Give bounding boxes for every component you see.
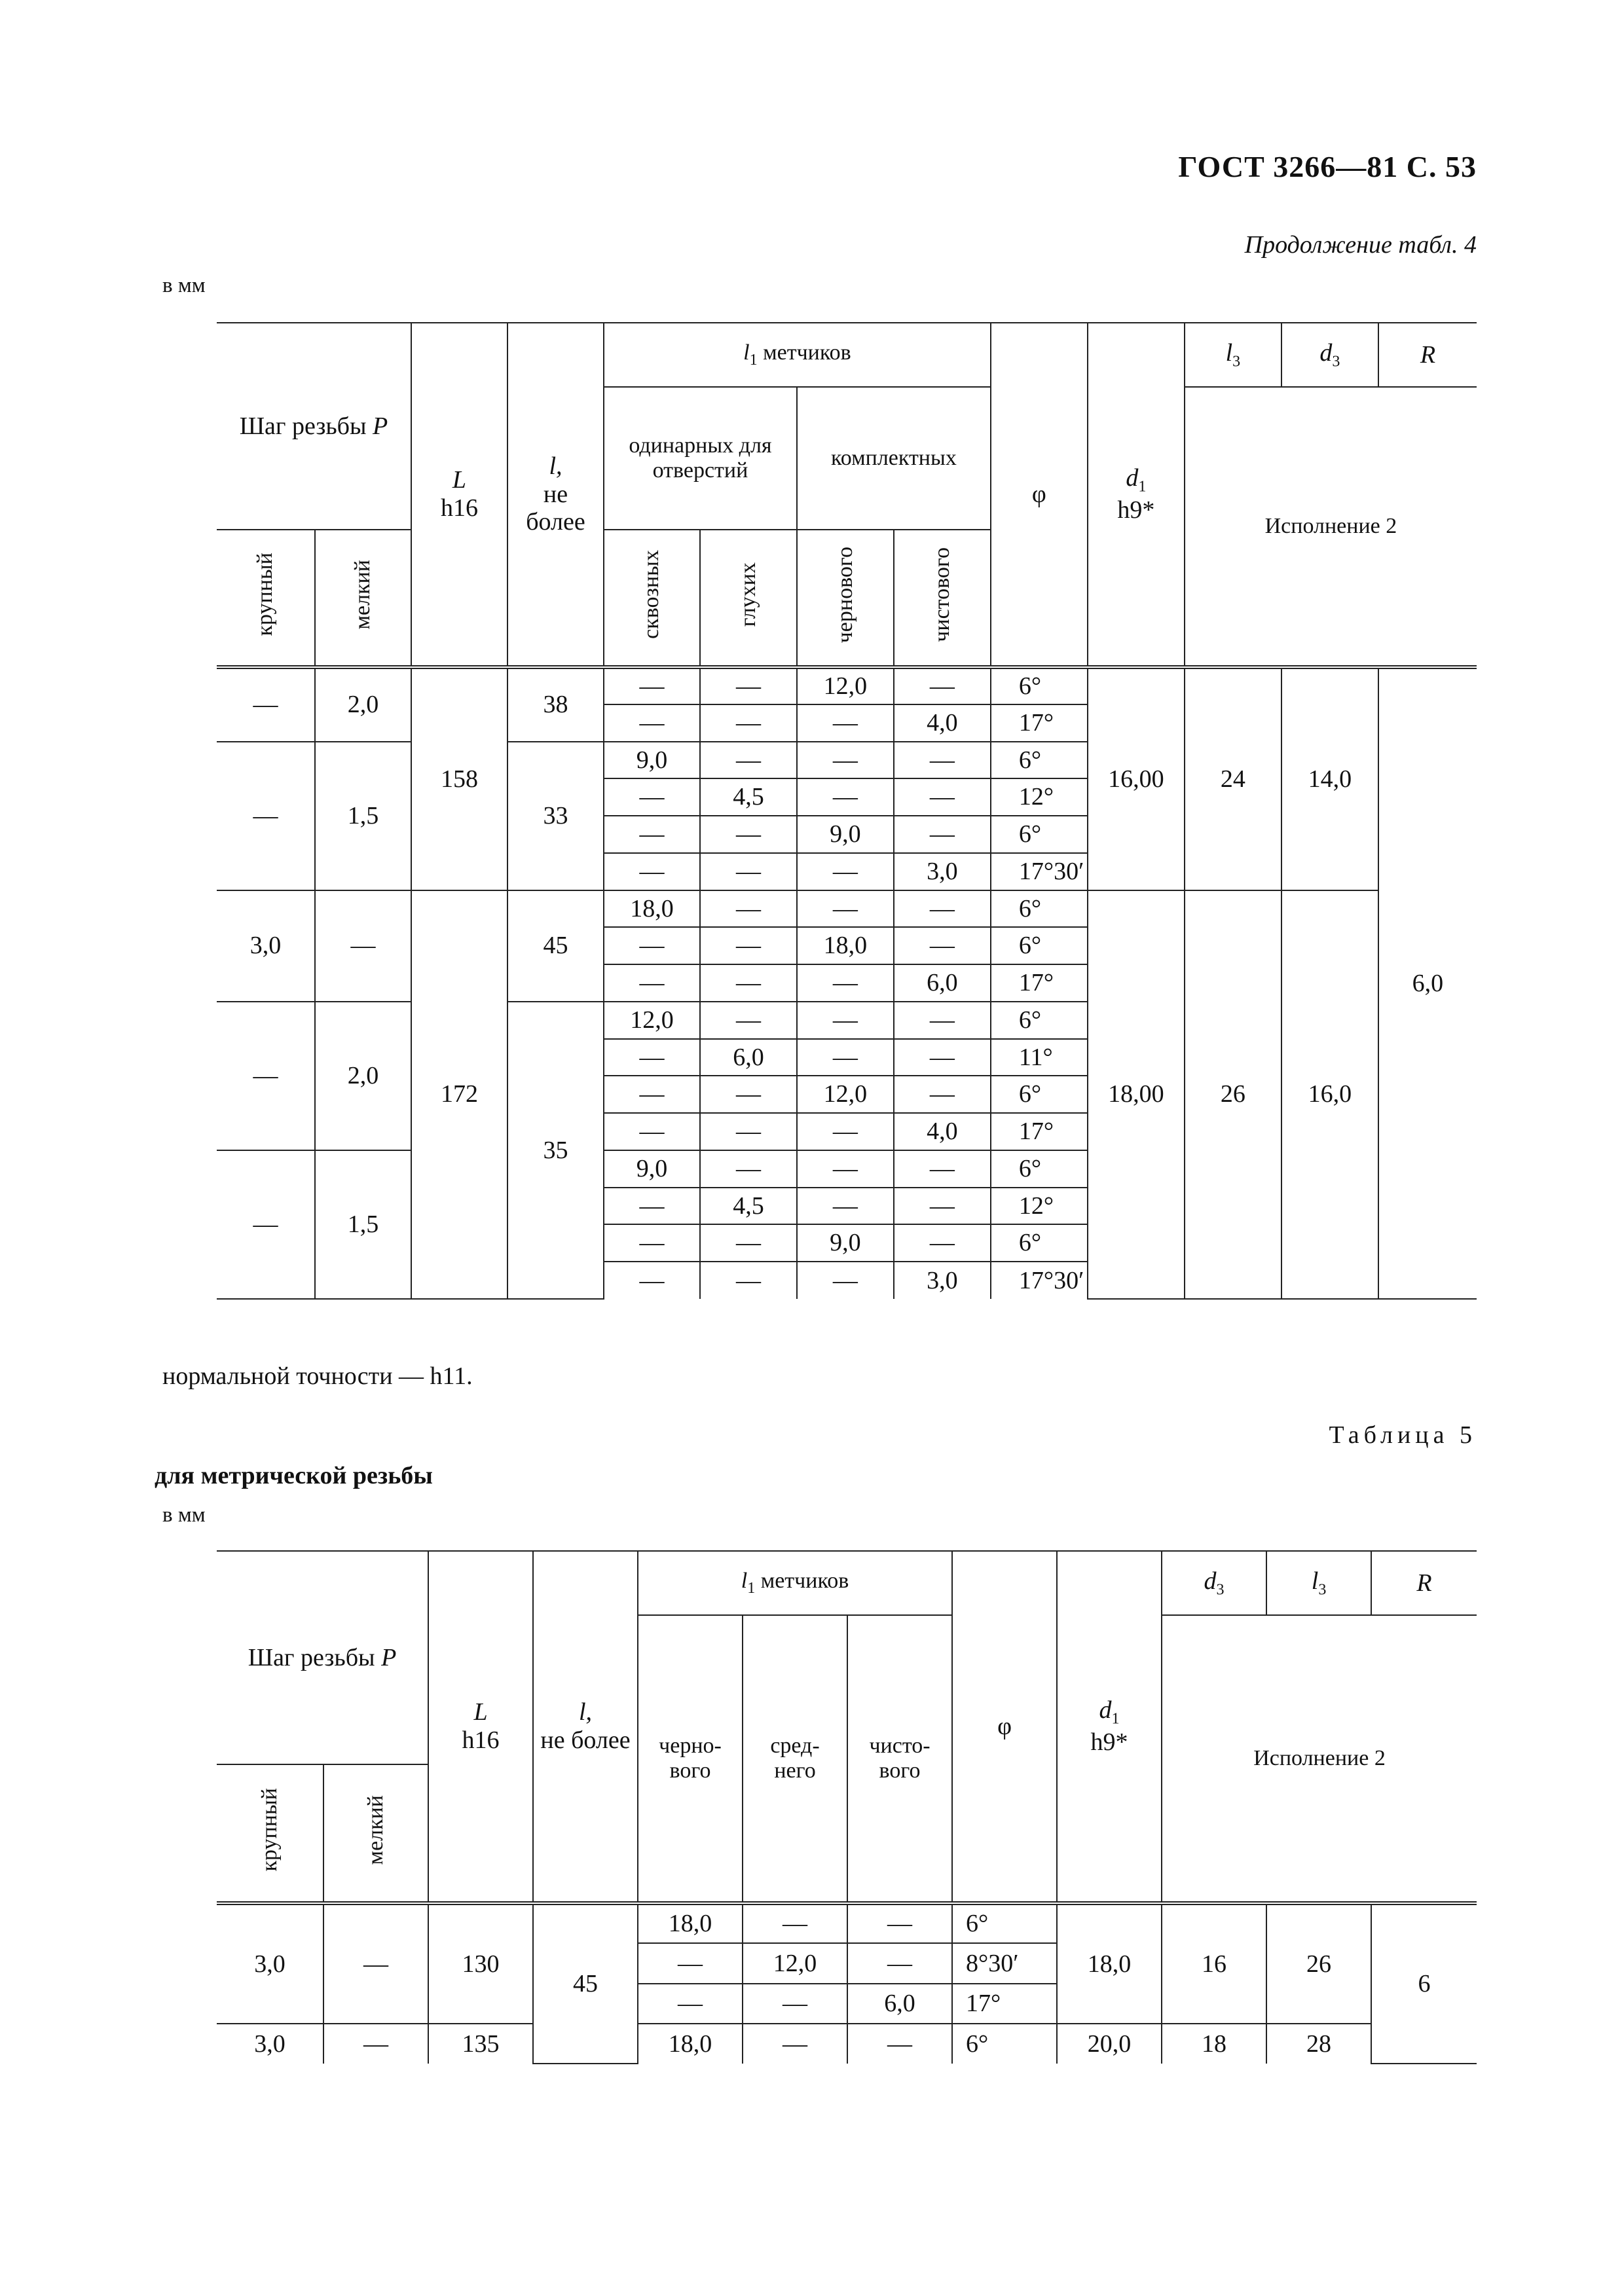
- d3-cell: 14,0: [1281, 667, 1378, 890]
- table-cell: —: [894, 1150, 991, 1188]
- table-cell: —: [604, 964, 700, 1002]
- table-cell: 12,0: [743, 1943, 847, 1983]
- table-5: [217, 1550, 1477, 2064]
- medium-header: сред-него: [743, 1615, 847, 1903]
- coarse-cell: —: [217, 1150, 315, 1299]
- table-cell: —: [797, 853, 894, 890]
- angle-cell: 6°: [991, 742, 1088, 779]
- l3-cell: 26: [1185, 890, 1281, 1300]
- table-cell: —: [797, 1262, 894, 1299]
- angle-cell: 17°: [991, 964, 1088, 1002]
- table-cell: —: [700, 927, 797, 964]
- l-cell: 33: [507, 742, 604, 890]
- coarse-header: крупный: [217, 530, 315, 667]
- table-cell: —: [604, 778, 700, 816]
- angle-cell: 17°30′: [991, 1262, 1088, 1299]
- fine-cell: —: [323, 2024, 428, 2064]
- d3-header: $d_3$: [1162, 1551, 1266, 1615]
- table-cell: —: [700, 853, 797, 890]
- table-cell: —: [604, 1188, 700, 1225]
- phi-header: φ: [952, 1551, 1057, 1903]
- l-cell: 45: [533, 1903, 638, 2064]
- R-cell: 6,0: [1378, 667, 1477, 1299]
- table-cell: —: [700, 890, 797, 928]
- fine-cell: 1,5: [315, 1150, 411, 1299]
- d3-cell: 16: [1162, 1903, 1266, 2024]
- table-cell: —: [894, 742, 991, 779]
- single-header: одинарных для отверстий: [604, 387, 797, 530]
- footnote: нормальной точности — h11.: [162, 1362, 473, 1390]
- table-cell: —: [700, 667, 797, 704]
- table-cell: —: [797, 890, 894, 928]
- R-header: R: [1378, 323, 1477, 387]
- L-cell: 130: [428, 1903, 533, 2024]
- table-cell: —: [847, 1903, 952, 1943]
- table-cell: —: [604, 1224, 700, 1262]
- d1-header: $d_1$ h9*: [1088, 323, 1185, 667]
- table-cell: —: [894, 1002, 991, 1039]
- table-cell: —: [894, 1076, 991, 1113]
- table-cell: —: [604, 1076, 700, 1113]
- l-header: l, не более: [533, 1551, 638, 1903]
- angle-cell: 12°: [991, 1188, 1088, 1225]
- table-cell: —: [700, 1113, 797, 1150]
- table-cell: —: [797, 1188, 894, 1225]
- table-cell: —: [894, 1039, 991, 1076]
- L-header: L h16: [411, 323, 507, 667]
- table-cell: —: [894, 816, 991, 853]
- through-header: сквозных: [604, 530, 700, 667]
- table-cell: —: [894, 1224, 991, 1262]
- table-cell: 12,0: [797, 1076, 894, 1113]
- table-cell: 18,0: [638, 2024, 743, 2064]
- page-header: ГОСТ 3266—81 С. 53: [1178, 150, 1477, 183]
- d1-header: $d_1$ h9*: [1057, 1551, 1162, 1903]
- fine-header: мелкий: [323, 1764, 428, 1903]
- table-cell: —: [743, 2024, 847, 2064]
- l1-header: $l_1$ метчиков: [638, 1551, 952, 1615]
- phi-header: φ: [991, 323, 1088, 667]
- unit-label: в мм: [162, 1503, 206, 1527]
- angle-cell: 6°: [991, 890, 1088, 928]
- table-cell: 9,0: [604, 1150, 700, 1188]
- l-cell: 45: [507, 890, 604, 1002]
- table-cell: —: [700, 964, 797, 1002]
- angle-cell: 17°30′: [991, 853, 1088, 890]
- coarse-cell: 3,0: [217, 2024, 323, 2064]
- table-cell: —: [797, 778, 894, 816]
- coarse-cell: —: [217, 667, 315, 742]
- coarse-cell: —: [217, 1002, 315, 1150]
- table-cell: 9,0: [797, 816, 894, 853]
- pitch-header: Шаг резьбы P: [217, 323, 411, 530]
- table-cell: —: [894, 778, 991, 816]
- table-4: [217, 322, 1477, 1300]
- table-cell: —: [700, 1076, 797, 1113]
- table-cell: 4,0: [894, 1113, 991, 1150]
- angle-cell: 6°: [991, 816, 1088, 853]
- fine-header: мелкий: [315, 530, 411, 667]
- L-cell: 172: [411, 890, 507, 1300]
- table-cell: —: [894, 927, 991, 964]
- d1-cell: 20,0: [1057, 2024, 1162, 2064]
- table-cell: —: [797, 1002, 894, 1039]
- table-cell: —: [604, 816, 700, 853]
- angle-cell: 17°: [991, 704, 1088, 742]
- d3-header: $d_3$: [1281, 323, 1378, 387]
- angle-cell: 6°: [991, 927, 1088, 964]
- table-cell: —: [604, 704, 700, 742]
- table-cell: —: [797, 704, 894, 742]
- table-cell: —: [700, 1150, 797, 1188]
- execution-header: Исполнение 2: [1185, 387, 1477, 667]
- table-cell: 3,0: [894, 1262, 991, 1299]
- coarse-header: крупный: [217, 1764, 323, 1903]
- table-cell: —: [700, 1002, 797, 1039]
- table-cell: —: [604, 853, 700, 890]
- table-cell: —: [604, 667, 700, 704]
- R-cell: 6: [1371, 1903, 1477, 2064]
- table-cell: 9,0: [604, 742, 700, 779]
- fine-cell: 1,5: [315, 742, 411, 890]
- table-5-label: Таблица 5: [1329, 1421, 1477, 1449]
- finish-header: чистового: [894, 530, 991, 667]
- table-cell: —: [638, 1984, 743, 2024]
- table-cell: 18,0: [604, 890, 700, 928]
- table-cell: —: [894, 667, 991, 704]
- table-cell: —: [604, 1262, 700, 1299]
- sets-header: комплектных: [797, 387, 991, 530]
- table-cell: —: [604, 1113, 700, 1150]
- table-cell: 12,0: [604, 1002, 700, 1039]
- table-cell: —: [797, 742, 894, 779]
- l3-cell: 24: [1185, 667, 1281, 890]
- fine-cell: —: [315, 890, 411, 1002]
- l3-header: $l_3$: [1185, 323, 1281, 387]
- d1-cell: 18,0: [1057, 1903, 1162, 2024]
- L-header: L h16: [428, 1551, 533, 1903]
- table-cell: —: [604, 927, 700, 964]
- unit-label: в мм: [162, 274, 206, 297]
- table-cell: —: [743, 1903, 847, 1943]
- angle-cell: 6°: [991, 1224, 1088, 1262]
- angle-cell: 6°: [991, 1076, 1088, 1113]
- d3-cell: 16,0: [1281, 890, 1378, 1300]
- table-cell: —: [894, 1188, 991, 1225]
- finish-header: чисто-вого: [847, 1615, 952, 1903]
- coarse-cell: 3,0: [217, 890, 315, 1002]
- table-cell: 6,0: [894, 964, 991, 1002]
- table-cell: 4,0: [894, 704, 991, 742]
- angle-cell: 6°: [952, 2024, 1057, 2064]
- l1-header: $l_1$ метчиков: [604, 323, 991, 387]
- pitch-header: Шаг резьбы P: [217, 1551, 428, 1764]
- table-cell: —: [700, 742, 797, 779]
- angle-cell: 12°: [991, 778, 1088, 816]
- angle-cell: 17°: [952, 1984, 1057, 2024]
- table-cell: —: [700, 1262, 797, 1299]
- table-cell: —: [743, 1984, 847, 2024]
- d1-cell: 18,00: [1088, 890, 1185, 1300]
- table-cell: —: [847, 1943, 952, 1983]
- fine-cell: 2,0: [315, 1002, 411, 1150]
- table-cell: —: [700, 816, 797, 853]
- table-cell: —: [700, 1224, 797, 1262]
- table-cell: 12,0: [797, 667, 894, 704]
- l3-header: $l_3$: [1266, 1551, 1371, 1615]
- table-cell: —: [797, 1150, 894, 1188]
- rough-header: чернового: [797, 530, 894, 667]
- table-cell: 18,0: [638, 1903, 743, 1943]
- table-5-title: для метрической резьбы: [155, 1462, 433, 1489]
- R-header: R: [1371, 1551, 1477, 1615]
- l3-cell: 28: [1266, 2024, 1371, 2064]
- table-cell: —: [797, 964, 894, 1002]
- d3-cell: 18: [1162, 2024, 1266, 2064]
- table-cell: —: [700, 704, 797, 742]
- blind-header: глухих: [700, 530, 797, 667]
- angle-cell: 6°: [991, 1150, 1088, 1188]
- angle-cell: 8°30′: [952, 1943, 1057, 1983]
- fine-cell: 2,0: [315, 667, 411, 742]
- table-cell: —: [847, 2024, 952, 2064]
- coarse-cell: 3,0: [217, 1903, 323, 2024]
- angle-cell: 6°: [991, 667, 1088, 704]
- table-cell: 6,0: [847, 1984, 952, 2024]
- L-cell: 158: [411, 667, 507, 890]
- table-cell: —: [797, 1113, 894, 1150]
- coarse-cell: —: [217, 742, 315, 890]
- d1-cell: 16,00: [1088, 667, 1185, 890]
- angle-cell: 6°: [952, 1903, 1057, 1943]
- l-cell: 38: [507, 667, 604, 742]
- table-cell: 3,0: [894, 853, 991, 890]
- table-cell: —: [604, 1039, 700, 1076]
- table-cell: 4,5: [700, 1188, 797, 1225]
- table-cell: —: [797, 1039, 894, 1076]
- continuation-label: Продолжение табл. 4: [1244, 231, 1477, 259]
- L-cell: 135: [428, 2024, 533, 2064]
- rough-header: черно-вого: [638, 1615, 743, 1903]
- fine-cell: —: [323, 1903, 428, 2024]
- l-header: l, не более: [507, 323, 604, 667]
- l-cell: 35: [507, 1002, 604, 1299]
- l3-cell: 26: [1266, 1903, 1371, 2024]
- angle-cell: 6°: [991, 1002, 1088, 1039]
- table-cell: —: [638, 1943, 743, 1983]
- table-cell: 4,5: [700, 778, 797, 816]
- table-cell: 9,0: [797, 1224, 894, 1262]
- table-cell: —: [894, 890, 991, 928]
- execution-header: Исполнение 2: [1162, 1615, 1477, 1903]
- angle-cell: 11°: [991, 1039, 1088, 1076]
- table-cell: 6,0: [700, 1039, 797, 1076]
- angle-cell: 17°: [991, 1113, 1088, 1150]
- table-cell: 18,0: [797, 927, 894, 964]
